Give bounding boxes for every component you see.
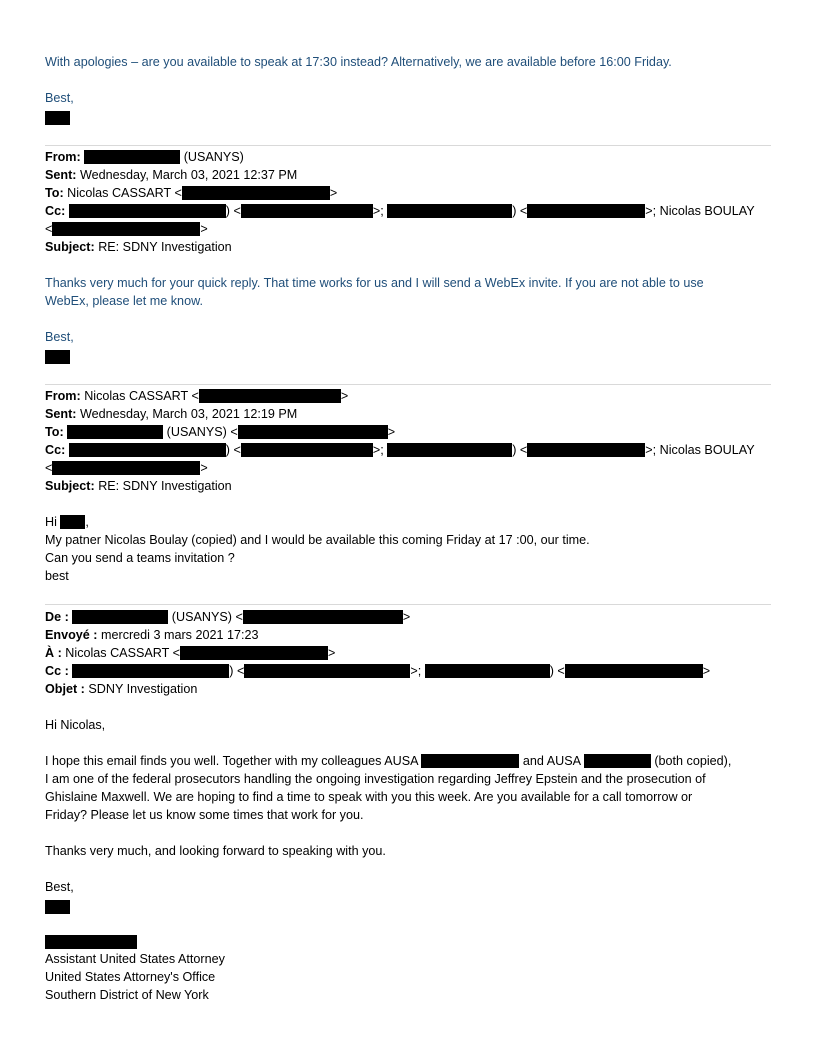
redaction-bar <box>52 222 200 236</box>
redaction-bar <box>182 186 330 200</box>
message-body-line: Ghislaine Maxwell. We are hoping to find a time to speak with you this week. Are you available for a call tomorrow or <box>45 790 693 804</box>
message-greeting: Hi Nicolas, <box>45 718 106 732</box>
message-closing: Best, <box>45 330 74 344</box>
header-sent: Sent: Wednesday, March 03, 2021 12:37 PM <box>45 168 298 182</box>
redaction-bar <box>238 425 388 439</box>
header-subject: Objet : SDNY Investigation <box>45 682 198 696</box>
redaction-bar <box>60 515 85 529</box>
message-body-line: My patner Nicolas Boulay (copied) and I would be available this coming Friday at 17 :00, our time. <box>45 533 590 547</box>
redaction-bar <box>241 443 373 457</box>
redaction-bar <box>72 610 168 624</box>
header-cc: Cc: ) < >; ) < >; Nicolas BOULAY <box>45 204 755 218</box>
header-cc-cont: < > <box>45 222 208 236</box>
redaction-bar <box>84 150 180 164</box>
header-cc-cont: < > <box>45 461 208 475</box>
message-body-line: I hope this email finds you well. Together with my colleagues AUSA and AUSA (both copied), <box>45 754 732 768</box>
header-subject: Subject: RE: SDNY Investigation <box>45 240 232 254</box>
header-cc: Cc : ) < >; ) < > <box>45 664 711 678</box>
message-body-line: Thanks very much for your quick reply. That time works for us and I will send a WebEx invite. If you are not able to use <box>45 276 704 290</box>
message-divider <box>45 384 771 385</box>
redaction-bar <box>387 443 512 457</box>
message-body-line: Thanks very much, and looking forward to speaking with you. <box>45 844 386 858</box>
reply-body: With apologies – are you available to speak at 17:30 instead? Alternatively, we are available before 16:00 Friday. <box>45 55 672 69</box>
message-body-line: WebEx, please let me know. <box>45 294 203 308</box>
header-from: From: (USANYS) <box>45 150 244 164</box>
header-from: From: Nicolas CASSART < > <box>45 389 349 403</box>
message-body-line: Can you send a teams invitation ? <box>45 551 235 565</box>
redaction-bar <box>199 389 341 403</box>
redaction-bar <box>565 664 703 678</box>
header-to: To: Nicolas CASSART < > <box>45 186 338 200</box>
redacted-signature <box>45 110 70 126</box>
signature-office: United States Attorney's Office <box>45 970 216 984</box>
redaction-bar <box>527 204 645 218</box>
message-body-line: Friday? Please let us know some times that work for you. <box>45 808 364 822</box>
redaction-bar <box>241 204 373 218</box>
header-cc: Cc: ) < >; ) < >; Nicolas BOULAY <box>45 443 755 457</box>
message-body-line: best <box>45 569 69 583</box>
header-to: To: (USANYS) < > <box>45 425 396 439</box>
redaction-bar <box>69 443 226 457</box>
redacted-signature <box>45 899 70 915</box>
redaction-bar <box>244 664 410 678</box>
header-sent: Envoyé : mercredi 3 mars 2021 17:23 <box>45 628 259 642</box>
redacted-signer-name <box>45 934 137 950</box>
header-to: À : Nicolas CASSART < > <box>45 646 336 660</box>
redaction-bar <box>180 646 328 660</box>
redaction-bar <box>243 610 403 624</box>
redaction-bar <box>52 461 200 475</box>
redacted-signature <box>45 349 70 365</box>
redaction-bar <box>72 664 229 678</box>
redaction-bar <box>387 204 512 218</box>
signature-district: Southern District of New York <box>45 988 209 1002</box>
message-divider <box>45 604 771 605</box>
message-greeting: Hi , <box>45 515 89 529</box>
redaction-bar <box>425 664 550 678</box>
redaction-bar <box>69 204 226 218</box>
header-subject: Subject: RE: SDNY Investigation <box>45 479 232 493</box>
signature-title: Assistant United States Attorney <box>45 952 225 966</box>
reply-closing: Best, <box>45 91 74 105</box>
redaction-bar <box>584 754 651 768</box>
message-divider <box>45 145 771 146</box>
message-body-line: I am one of the federal prosecutors handling the ongoing investigation regarding Jeffrey Epstein and the prosecution of <box>45 772 706 786</box>
redaction-bar <box>527 443 645 457</box>
header-sent: Sent: Wednesday, March 03, 2021 12:19 PM <box>45 407 298 421</box>
redaction-bar <box>421 754 519 768</box>
redaction-bar <box>67 425 163 439</box>
header-from: De : (USANYS) < > <box>45 610 411 624</box>
message-closing: Best, <box>45 880 74 894</box>
